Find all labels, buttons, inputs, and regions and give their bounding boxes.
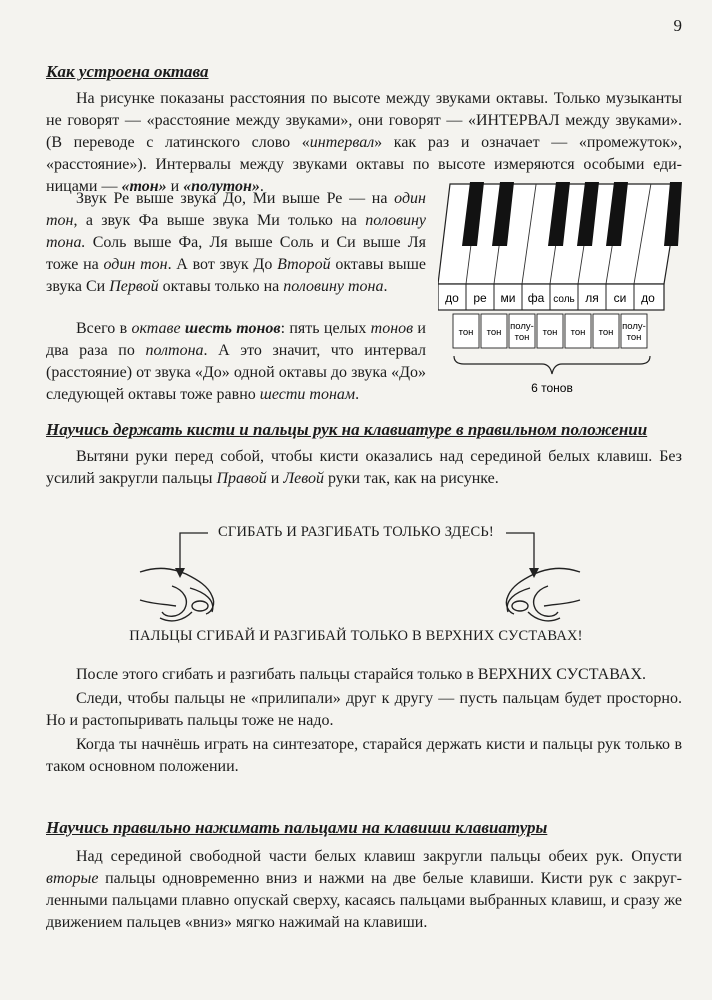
interval-label: тон bbox=[570, 327, 586, 338]
interval-label: полу- bbox=[510, 321, 534, 332]
text-run: «тон» bbox=[121, 178, 167, 195]
text-run: Вытяни руки перед собой, чтобы кисти оказались над серединой белых клавиш. Без усилий закругли пальцы bbox=[46, 448, 682, 487]
text-run: половину тона bbox=[283, 278, 384, 295]
para-six-tones bbox=[46, 318, 426, 406]
interval-label: тон bbox=[514, 332, 530, 343]
text-run: Первой bbox=[109, 278, 159, 295]
text-run: Второй bbox=[277, 256, 331, 273]
left-hand-drawing bbox=[140, 568, 214, 621]
para-spacing bbox=[46, 688, 682, 732]
text-run: Следи, чтобы пальцы не «прилипали» друг к другу — пусть пальцам будет просторно. Но и растопыривать пальцы тоже не надо. bbox=[46, 690, 682, 729]
interval-label: тон bbox=[542, 327, 558, 338]
text-run: «полутон» bbox=[183, 178, 260, 195]
keyboard-diagram bbox=[438, 178, 682, 400]
text-run: Над серединой свободной части белых клавиш закругли пальцы обеих рук. Опусти bbox=[76, 848, 682, 865]
interval-label: тон bbox=[626, 332, 642, 343]
text-run: и два раза по bbox=[46, 320, 426, 359]
para-hands bbox=[46, 446, 682, 490]
right-hand-drawing bbox=[506, 568, 580, 621]
text-run: . bbox=[355, 386, 360, 403]
text-run: Когда ты начнёшь играть на синтезаторе, старайся держать кисти и пальцы рук только в таком основном положении. bbox=[46, 736, 682, 775]
caption-top-joints: ПАЛЬЦЫ СГИБАЙ И РАЗГИБАЙ ТОЛЬКО В ВЕРХНИХ СУСТАВАХ! bbox=[129, 628, 583, 644]
interval-box bbox=[509, 314, 535, 348]
text-run: полтона bbox=[145, 342, 204, 359]
keyboard-total-label: 6 тонов bbox=[531, 381, 573, 395]
text-run: На рисунке показаны расстояния по высоте между звуками октавы. Только музыканты не говорят — «расстояние между звуками», они говорят — «ИНТЕРВАЛ между звуками». (В переводе с латинского слово « bbox=[46, 90, 682, 151]
text-run: » как раз и означает — «промежуток», «расстояние»). Интервалы между звуками октавы по высоте измеряются особыми единицами — bbox=[46, 134, 682, 195]
interval-box bbox=[453, 314, 479, 348]
text-run: шести тонам bbox=[259, 386, 356, 403]
para-tones bbox=[46, 188, 426, 298]
key-label: соль bbox=[553, 294, 575, 305]
text-run: Всего в bbox=[76, 320, 132, 337]
key-label: ре bbox=[473, 291, 487, 305]
text-run: шесть тонов bbox=[184, 320, 281, 337]
heading-hands: Научись держать кисти и пальцы рук на клавиатуре в правильном положении bbox=[46, 420, 648, 439]
interval-label: тон bbox=[458, 327, 474, 338]
text-run: один тон bbox=[46, 190, 426, 229]
text-run: октавы выше звука Си bbox=[46, 256, 427, 295]
text-run: . bbox=[259, 178, 264, 195]
text-run: : пять целых bbox=[280, 320, 371, 337]
para-press bbox=[46, 846, 682, 934]
interval-label: полу- bbox=[622, 321, 646, 332]
key-label: ля bbox=[585, 291, 599, 305]
text-run: руки так, как на рисунке. bbox=[323, 470, 499, 487]
key-label: до bbox=[445, 291, 459, 305]
interval-box bbox=[481, 314, 507, 348]
text-run: пальцы одновременно вниз и нажми на две белые клавиши. Кисти рук с закругленными пальцами плавно опускай сверху, касаясь пальцами выбранных клавиш, и сразу же движением пальцев «вниз» мягко нажимай на клавиши. bbox=[46, 870, 682, 931]
key-label: си bbox=[613, 291, 627, 305]
text-run: октаве bbox=[131, 320, 181, 337]
interval-box bbox=[621, 314, 647, 348]
text-run: Правой bbox=[216, 470, 267, 487]
text-run: половину тона. bbox=[46, 212, 426, 251]
text-run: После этого сгибать и разгибать пальцы старайся только в ВЕРХНИХ СУСТАВАХ. bbox=[76, 666, 646, 683]
text-run: и bbox=[266, 470, 284, 487]
key-label: до bbox=[641, 291, 655, 305]
text-run: октавы только на bbox=[158, 278, 284, 295]
text-run: интервал bbox=[309, 134, 375, 151]
text-run: вторые bbox=[46, 870, 99, 887]
para-joints bbox=[46, 664, 682, 686]
text-run: и bbox=[166, 178, 184, 195]
heading-octave: Как устроена октава bbox=[46, 62, 209, 81]
text-run: Звук Ре выше звука До, Ми выше Ре — на bbox=[76, 190, 395, 207]
interval-box bbox=[593, 314, 619, 348]
text-run: тонов bbox=[370, 320, 414, 337]
heading-press: Научись правильно нажимать пальцами на клавиши клавиатуры bbox=[46, 818, 548, 837]
interval-box bbox=[537, 314, 563, 348]
caption-bend-here: СГИБАТЬ И РАЗГИБАТЬ ТОЛЬКО ЗДЕСЬ! bbox=[218, 524, 494, 540]
text-run: , а звук Фа выше звука Ми только на bbox=[73, 212, 366, 229]
interval-label: тон bbox=[486, 327, 502, 338]
text-run: один тон bbox=[103, 256, 168, 273]
page-number: 9 bbox=[673, 16, 682, 35]
key-label: фа bbox=[527, 291, 545, 305]
text-run: Соль выше Фа, Ля выше Соль и Си выше Ля тоже на bbox=[46, 234, 426, 273]
text-run: . bbox=[383, 278, 388, 295]
interval-box bbox=[565, 314, 591, 348]
para-basic-position bbox=[46, 734, 682, 778]
text-run: . А вот звук До bbox=[167, 256, 278, 273]
text-run: Левой bbox=[283, 470, 324, 487]
text-run: . А это значит, что интервал (расстояние) от звука «До» одной октавы до звука «До» следующей октавы тоже равно bbox=[46, 342, 427, 403]
interval-label: тон bbox=[598, 327, 614, 338]
key-label: ми bbox=[500, 291, 516, 305]
